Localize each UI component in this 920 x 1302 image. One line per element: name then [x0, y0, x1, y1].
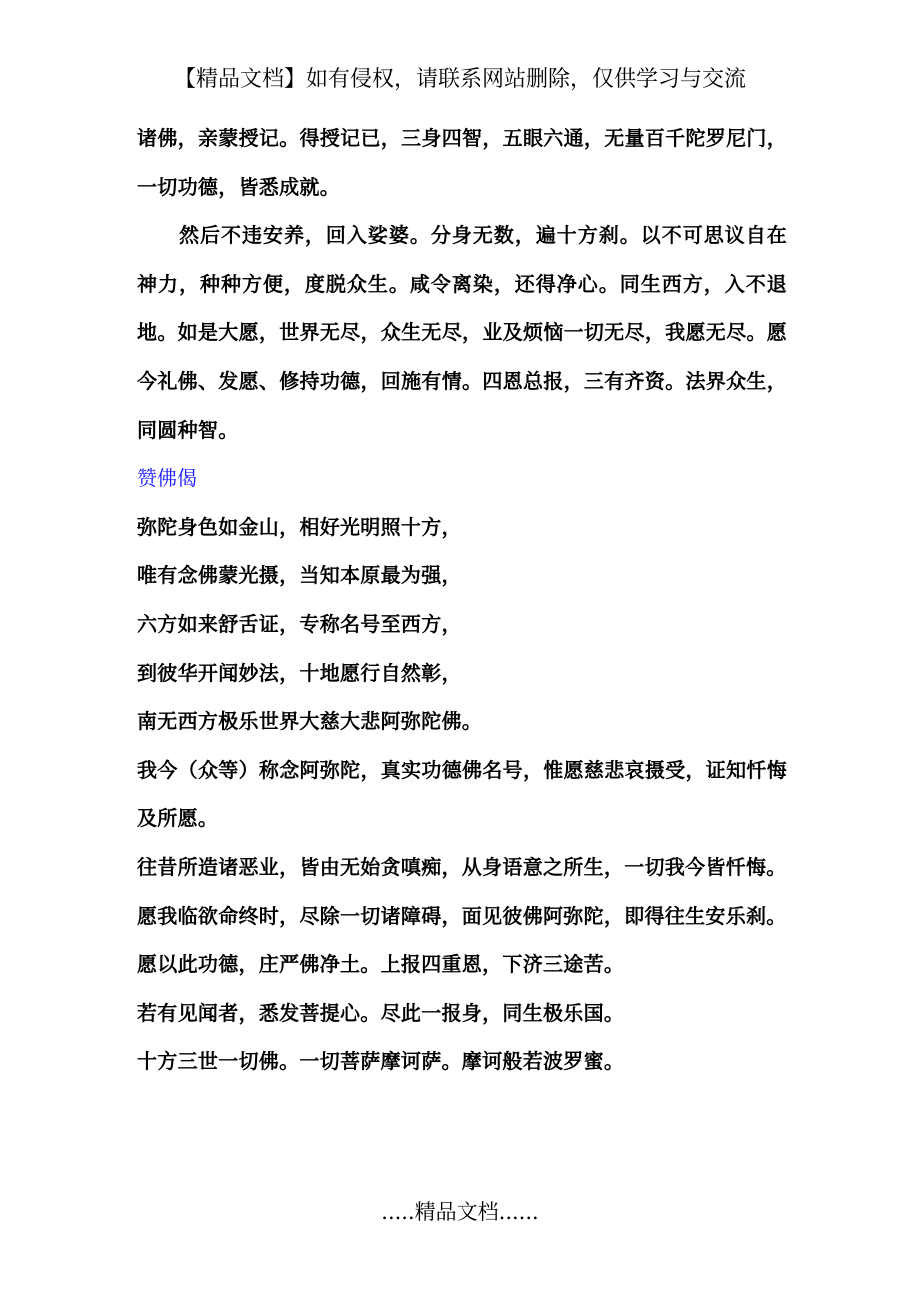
verse-line-4: 到彼华开闻妙法，十地愿行自然彰， [137, 660, 462, 685]
section-heading: 赞佛偈 [137, 466, 197, 491]
paragraph-1: 诸佛，亲蒙授记。得授记已，三身四智，五眼六通，无量百千陀罗尼门，一切功德，皆悉成就。 [137, 126, 787, 199]
paragraph-2: 然后不违安养，回入娑婆。分身无数，遍十方刹。以不可思议自在神力，种种方便，度脱众生。咸令离染，还得净心。同生西方，入不退地。如是大愿，世界无尽，众生无尽，业及烦恼一切无尽，我愿无尽。愿今礼佛、发愿、修持功德，回施有情。四恩总报，三有齐资。法界众生，同圆种智。 [137, 223, 787, 442]
paragraph-6: 愿以此功德，庄严佛净土。上报四重恩，下济三途苦。 [137, 952, 625, 977]
page-header: 【精品文档】如有侵权，请联系网站删除，仅供学习与交流 [173, 67, 746, 92]
verse-line-5: 南无西方极乐世界大慈大悲阿弥陀佛。 [137, 709, 483, 734]
page-footer: .....精品文档...... [381, 1200, 539, 1224]
verse-line-3: 六方如来舒舌证，专称名号至西方， [137, 611, 462, 636]
paragraph-3: 我今（众等）称念阿弥陀，真实功德佛名号，惟愿慈悲哀摄受，证知忏悔及所愿。 [137, 757, 787, 831]
paragraph-7: 若有见闻者，悉发菩提心。尽此一报身，同生极乐国。 [137, 1000, 625, 1025]
verse-line-2: 唯有念佛蒙光摄，当知本原最为强， [137, 563, 462, 588]
document-body [137, 114, 787, 1086]
paragraph-8: 十方三世一切佛。一切菩萨摩诃萨。摩诃般若波罗蜜。 [137, 1049, 625, 1074]
paragraph-5: 愿我临欲命终时，尽除一切诸障碍，面见彼佛阿弥陀，即得往生安乐刹。 [137, 903, 787, 928]
verse-line-1: 弥陀身色如金山，相好光明照十方， [137, 514, 462, 539]
paragraph-4: 往昔所造诸恶业，皆由无始贪嗔痴，从身语意之所生，一切我今皆忏悔。 [137, 854, 787, 879]
